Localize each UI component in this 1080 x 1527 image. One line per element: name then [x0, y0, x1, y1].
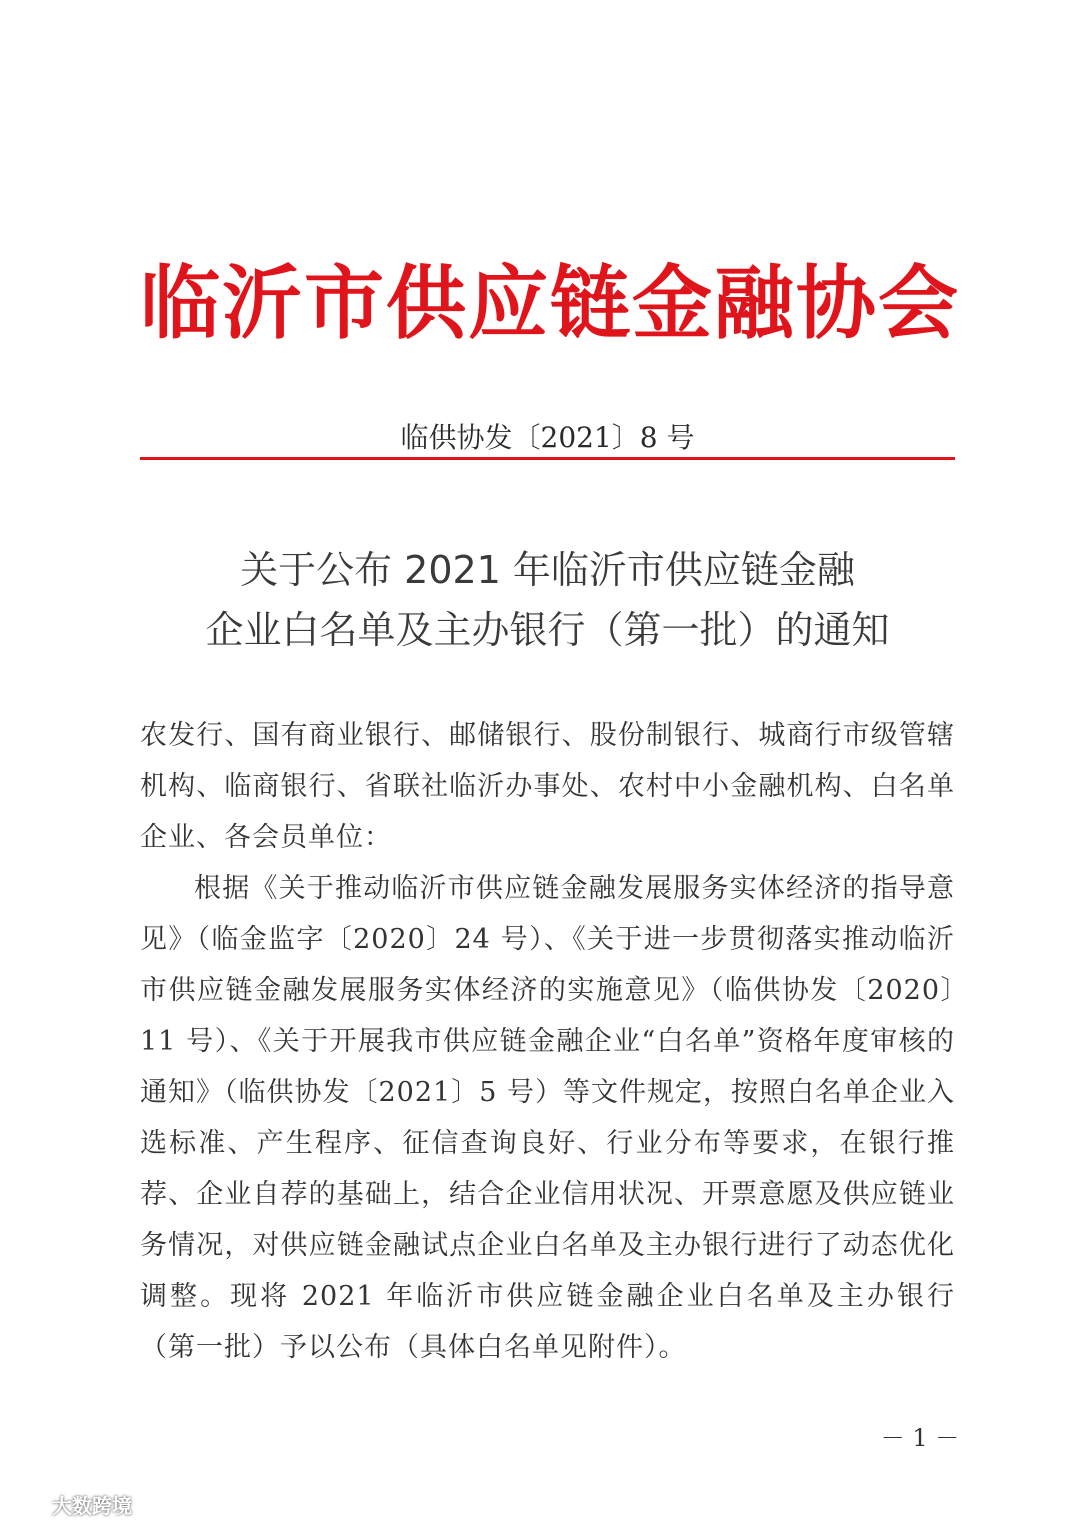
document-number: 临供协发〔2021〕8 号	[400, 421, 695, 454]
watermark	[12, 1490, 132, 1519]
header-divider	[140, 457, 955, 460]
watermark-logo-icon	[12, 1494, 46, 1516]
main-paragraph: 根据《关于推动临沂市供应链金融发展服务实体经济的指导意见》（临金监字〔2020〕24 号）、《关于进一步贯彻落实推动临沂市供应链金融发展服务实体经济的实施意见》（临供协发〔2020〕11 号）、《关于开展我市供应链金融企业“白名单”资格年度审核的通知》（临供协发〔2021〕5 号）等文件规定，按照白名单企业入选标准、产生程序、征信查询良好、行业分布等要求，在银行推荐、企业自荐的基础上，结合企业信用状况、开票意愿及供应链业务情况，对供应链金融试点企业白名单及主办银行进行了动态优化调整。现将 2021 年临沂市供应链金融企业白名单及主办银行（第一批）予以公布（具体白名单见附件）。	[140, 873, 955, 1363]
organization-header: 临沂市供应链金融协会	[140, 256, 960, 350]
watermark-text: 大数跨境	[52, 1494, 132, 1518]
document-title	[140, 540, 955, 660]
document-body	[140, 710, 955, 1373]
title-line-2: 企业白名单及主办银行（第一批）的通知	[205, 608, 890, 652]
page-number: － 1 －	[880, 1424, 960, 1452]
recipients-paragraph: 农发行、国有商业银行、邮储银行、股份制银行、城商行市级管辖机构、临商银行、省联社临沂办事处、农村中小金融机构、白名单企业、各会员单位：	[140, 720, 955, 853]
title-line-1: 关于公布 2021 年临沂市供应链金融	[240, 548, 855, 592]
